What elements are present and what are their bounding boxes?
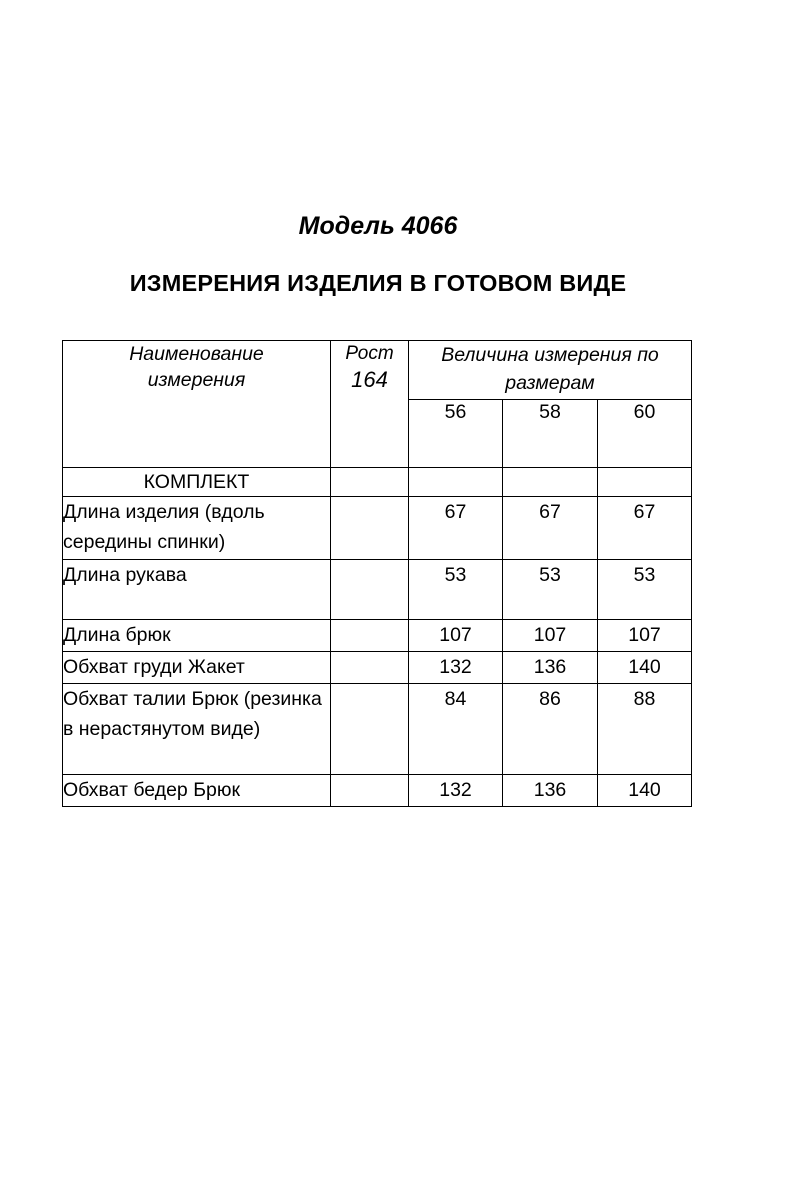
empty-cell [503,468,598,497]
table-row [63,684,692,775]
table-row [63,652,692,684]
value-58: 136 [503,775,598,807]
value-60: 53 [598,560,692,620]
document-title: ИЗМЕРЕНИЯ ИЗДЕЛИЯ В ГОТОВОМ ВИДЕ [129,270,627,296]
column-header-name [63,341,331,468]
value-56: 84 [409,684,503,775]
size-56: 56 [409,400,503,468]
value-58: 53 [503,560,598,620]
height-cell [331,560,409,620]
height-label: Рост [345,343,394,364]
column-header-name-text: Наименование измерения [129,343,264,391]
empty-cell [331,468,409,497]
value-58: 136 [503,652,598,684]
height-cell [331,652,409,684]
empty-cell [409,468,503,497]
row-name: Обхват бедер Брюк [63,775,331,807]
height-cell [331,775,409,807]
row-name: Длина брюк [63,620,331,652]
value-60: 140 [598,652,692,684]
row-name: Длина рукава [63,560,331,620]
empty-cell [598,468,692,497]
value-60: 67 [598,497,692,560]
height-cell [331,620,409,652]
value-56: 132 [409,652,503,684]
height-cell [331,684,409,775]
column-header-sizes-text: Величина измерения по размерам [441,344,659,394]
table-row [63,775,692,807]
section-row [63,468,692,497]
size-60: 60 [598,400,692,468]
column-header-height [331,341,409,468]
table-header-row [63,341,692,400]
value-60: 88 [598,684,692,775]
value-56: 67 [409,497,503,560]
row-name: Длина изделия (вдоль середины спинки) [63,497,331,560]
table-row [63,560,692,620]
column-header-sizes [409,341,692,400]
value-60: 140 [598,775,692,807]
measurements-table [62,340,692,807]
value-56: 107 [409,620,503,652]
value-58: 86 [503,684,598,775]
row-name: Обхват талии Брюк (резинка в нерастянутом виде) [63,684,331,775]
section-label: КОМПЛЕКТ [63,468,331,497]
model-title: Модель 4066 [298,212,458,240]
value-58: 67 [503,497,598,560]
table-row [63,497,692,560]
row-name: Обхват груди Жакет [63,652,331,684]
value-60: 107 [598,620,692,652]
value-56: 53 [409,560,503,620]
height-cell [331,497,409,560]
height-value: 164 [351,367,388,392]
value-56: 132 [409,775,503,807]
value-58: 107 [503,620,598,652]
table-row [63,620,692,652]
size-58: 58 [503,400,598,468]
